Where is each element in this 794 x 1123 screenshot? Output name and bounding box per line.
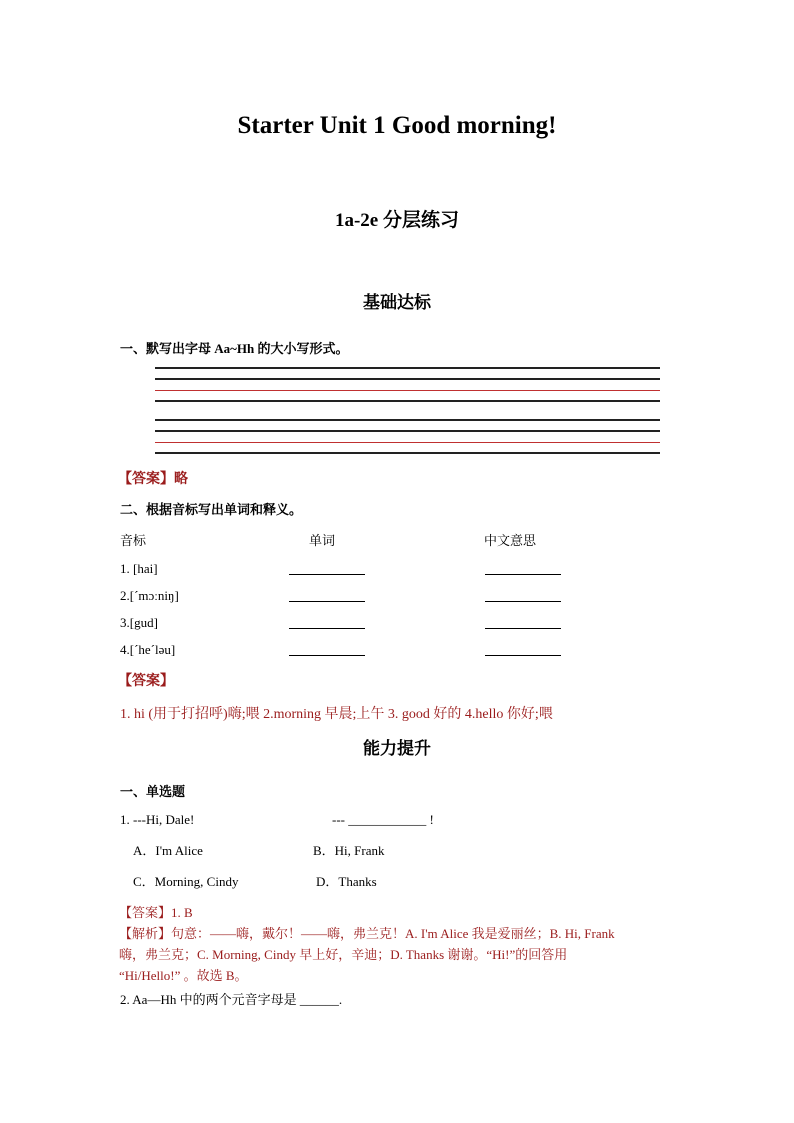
meaning-blank-4[interactable] (485, 655, 561, 656)
word-blank-3[interactable] (289, 628, 365, 629)
meaning-blank-3[interactable] (485, 628, 561, 629)
phonetic-row-1: 1. [hai] (120, 561, 158, 576)
phonetic-row-4: 4.[ˊheˊləu] (120, 642, 176, 657)
mc-q1-option-a[interactable]: A．I'm Alice (133, 843, 203, 858)
writing-line (155, 400, 660, 402)
phonetic-row-3: 3.[gud] (120, 615, 158, 630)
section-heading-advanced: 能力提升 (363, 739, 431, 758)
mc-q1-stem-left: 1. ---Hi, Dale! (120, 812, 195, 827)
page-subtitle: 1a-2e 分层练习 (334, 210, 459, 231)
q1-answer (118, 468, 188, 488)
writing-line (155, 430, 660, 432)
mc-q1-stem-right: --- ____________ ! (332, 812, 434, 827)
writing-line (155, 452, 660, 454)
writing-line (155, 367, 660, 369)
answer-label: 【答案】 (118, 472, 174, 487)
answer-text: 略 (174, 472, 188, 487)
mc-q1-answer: 【答案】1. B (119, 905, 193, 920)
mc-q1-option-c[interactable]: C．Morning, Cindy (133, 874, 239, 889)
word-blank-2[interactable] (289, 601, 365, 602)
q1-heading: 一、默写出字母 Aa~Hh 的大小写形式。 (120, 341, 349, 356)
writing-line (155, 419, 660, 421)
writing-line (155, 378, 660, 380)
q2-heading: 二、根据音标写出单词和释义。 (120, 502, 303, 517)
q2-answer-label: 【答案】 (118, 674, 174, 689)
meaning-blank-1[interactable] (485, 574, 561, 575)
col-header-word: 单词 (309, 533, 336, 548)
part-heading-single-choice: 一、单选题 (120, 784, 186, 799)
mc-q1-analysis-line-2: 嗨，弗兰克；C. Morning, Cindy 早上好，辛迪；D. Thanks 谢谢。“Hi!”的回答用 (119, 947, 568, 962)
mc-q1-analysis-line-3: “Hi/Hello!” 。故选 B。 (119, 968, 248, 983)
word-blank-4[interactable] (289, 655, 365, 656)
mc-q1-analysis-line-1: 【解析】句意：——嗨，戴尔！——嗨，弗兰克！A. I'm Alice 我是爱丽丝；B. Hi, Frank (119, 926, 615, 941)
col-header-meaning: 中文意思 (484, 533, 537, 548)
section-heading-basic: 基础达标 (363, 293, 431, 312)
meaning-blank-2[interactable] (485, 601, 561, 602)
col-header-phonetic: 音标 (120, 533, 147, 548)
word-blank-1[interactable] (289, 574, 365, 575)
page-title: Starter Unit 1 Good morning! (237, 112, 557, 139)
mc-q2-stem: 2. Aa—Hh 中的两个元音字母是 ______. (120, 992, 343, 1007)
mc-q1-option-b[interactable]: B．Hi, Frank (313, 843, 385, 858)
writing-line-red (155, 390, 660, 391)
q2-answer-text: 1. hi (用于打招呼)嗨;喂 2.morning 早晨;上午 3. good 好的 4.hello 你好;喂 (120, 707, 553, 722)
writing-line-red (155, 442, 660, 443)
phonetic-row-2: 2.[ˊmɔːniŋ] (120, 588, 179, 603)
mc-q1-option-d[interactable]: D．Thanks (316, 874, 377, 889)
